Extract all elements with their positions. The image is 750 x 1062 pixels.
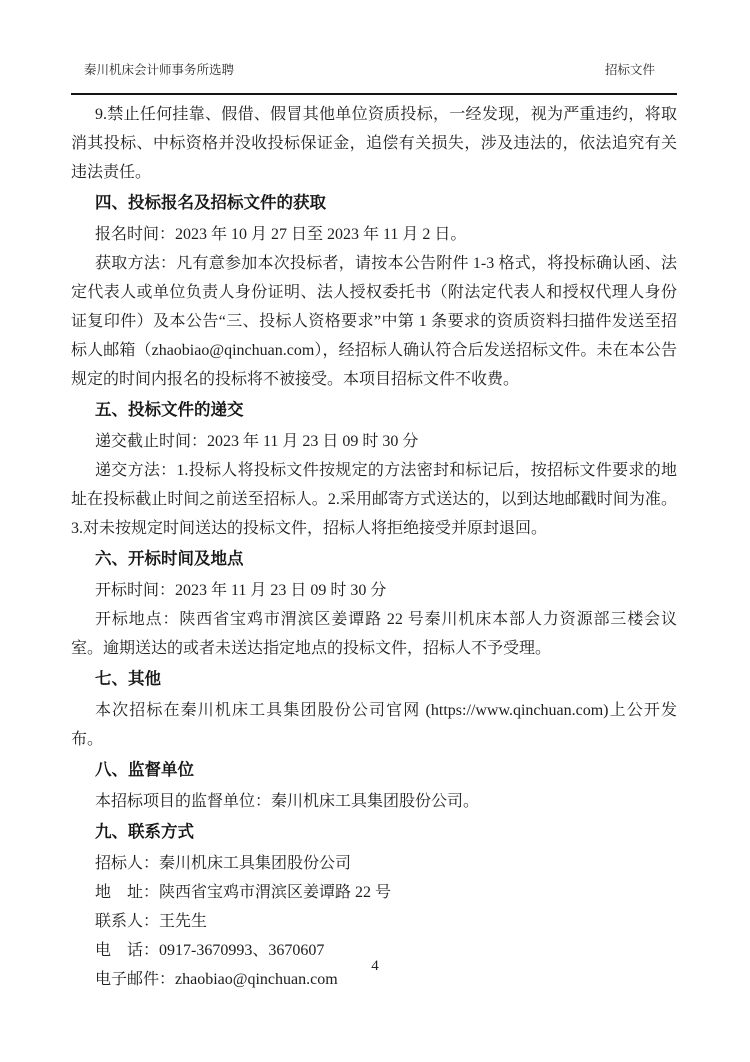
section-heading: 四、投标报名及招标文件的获取 [95,194,326,212]
paragraph: 9.禁止任何挂靠、假借、假冒其他单位资质投标，一经发现，视为严重违约，将取消其投标、中标资格并没收投标保证金，追偿有关损失，涉及违法的，依法追究有关违法责任。 [71,106,677,181]
section-heading: 七、其他 [95,670,161,688]
page-header [71,62,677,95]
header-right-text: 招标文件 [604,63,655,77]
paragraph: 报名时间：2023 年 10 月 27 日至 2023 年 11 月 2 日。 [95,226,467,243]
document-body [71,100,677,994]
page-footer [0,958,750,975]
paragraph: 递交方法：1.投标人将投标文件按规定的方法密封和标记后，按招标文件要求的地址在投标截止时间之前送至招标人。2.采用邮寄方式送达的，以到达地邮戳时间为准。3.对未按规定时间送达的投标文件，招标人将拒绝接受并原封退回。 [71,462,677,537]
header-left-text: 秦川机床会计师事务所选聘 [84,63,235,77]
paragraph: 电 话：0917-3670993、3670607 [95,942,325,959]
section-heading: 五、投标文件的递交 [95,401,244,419]
paragraph: 递交截止时间：2023 年 11 月 23 日 09 时 30 分 [95,433,419,450]
paragraph: 本次招标在秦川机床工具集团股份公司官网 (https://www.qinchuan.com)上公开发布。 [71,702,677,748]
section-heading: 六、开标时间及地点 [95,550,244,568]
paragraph: 开标地点：陕西省宝鸡市渭滨区姜谭路 22 号秦川机床本部人力资源部三楼会议室。逾期送达的或者未送达指定地点的投标文件，招标人不予受理。 [71,611,677,657]
page-number: 4 [371,958,379,974]
paragraph: 地 址：陕西省宝鸡市渭滨区姜谭路 22 号 [95,884,392,901]
section-heading: 九、联系方式 [95,823,194,841]
paragraph: 本招标项目的监督单位：秦川机床工具集团股份公司。 [95,793,480,810]
paragraph: 获取方法：凡有意参加本次投标者，请按本公告附件 1-3 格式，将投标确认函、法定代表人或单位负责人身份证明、法人授权委托书（附法定代表人和授权代理人身份证复印件）及本公告“三、投标人资格要求”中第 1 条要求的资质资料扫描件发送至招标人邮箱（zhaobiao@qinchuan.com），经招标人确认符合后发送招标文件。未在本公告规定的时间内报名的投标将不被接受。本项目招标文件不收费。 [71,255,677,388]
paragraph: 电子邮件：zhaobiao@qinchuan.com [95,971,338,988]
paragraph: 联系人：王先生 [95,913,208,930]
paragraph: 招标人：秦川机床工具集团股份公司 [95,855,352,872]
section-heading: 八、监督单位 [95,761,194,779]
paragraph: 开标时间：2023 年 11 月 23 日 09 时 30 分 [95,582,387,599]
